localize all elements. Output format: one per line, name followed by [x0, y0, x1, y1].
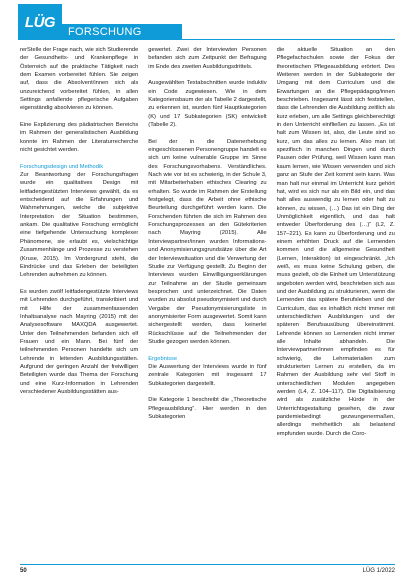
logo-text: LÜG	[24, 13, 56, 31]
paragraph: Die Kategorie 1 beschreibt die „Theoretische Pflegeausbildung“. Hier werden in den Subkategorien	[148, 397, 267, 420]
paragraph: Es wurden zwölf leitfadengestützte Interviews mit Lehrenden durchgeführt, transkribiert und mit Hilfe der zusammenfassenden Inhaltsanalyse nach Mayring (2015) mit der Analysesoftware MAXQDA ausgewertet. Unter den Teilnehmenden befanden sich elf Frauen und ein Mann. Bei fünf der teilnehmenden Personen handelte sich um Lehrende in leitenden Ausbildungsstätten. Aufgrund der geringen Anzahl der freiwilligen Beteiligten wurde das Thema der Forschung und eine Kurz-Information in Lehrenden verschiedener Ausbildungsstätten aus-	[20, 288, 139, 395]
text-column-1	[20, 46, 138, 564]
paragraph: Zur Beantwortung der Forschungsfragen wurde ein qualitatives Design mit leitfadengestützten Interviews gewählt, da es entscheidend auf die Erfahrungen und Wahrnehmungen, welche die subjektive Interpretation der Situation bestimmen, ankam. Die qualitative Forschung ermöglicht eine tiefgehende Untersuchung komplexer Phänomene, sie erlaubt es, vielschichtige Zusammenhänge und Prozesse zu verstehen (Kruse, 2015). Im Vordergrund steht, die Eindrücke und das Erleben der beteiligten Lehrenden aufnehmen zu können.	[20, 172, 139, 279]
section-heading: Ergebnisse	[148, 355, 178, 362]
text-column-2	[148, 46, 266, 564]
page-header	[0, 0, 413, 44]
paragraph: Die Auswertung der Interviews wurde in fünf zentrale Kategorien mit insgesamt 17 Subkategorien dargestellt.	[148, 363, 267, 387]
paragraph: Ausgewählten Textabschnitten wurde induktiv ein Code zugewiesen. Wie in dem Kategoriensbaum der als Tabelle 2 dargestellt, zu erkennen ist, wurden fünf Hauptkategorien (K) und 17 Subkategorien (SK) entwickelt (Tabelle 2).	[148, 80, 267, 129]
journal-logo	[18, 4, 62, 40]
text-column-3	[277, 46, 395, 564]
paragraph: Eine Explizierung des pädiatrischen Bereichs im Rahmen der generalistischen Ausbildung konnte im Rahmen der Literaturrecherche nicht gesichtet werden.	[20, 122, 139, 154]
journal-issue: LÜG 1/2022	[362, 568, 395, 574]
paragraph: rerStelle der Frage nach, wie sich Studierende der Gesundheits- und Krankenpflege in Österreich auf die praktische Tätigkeit nach dem Examen vorbereitet fühlen. Sie zeigen auf, dass die Absolvent/innen sich als unzureichend vorbereitet fühlen, in allen Settings anfallende pflegerische Aufgaben eigenständig absolvieren zu können.	[20, 47, 139, 112]
page-number: 50	[20, 568, 27, 574]
article-body	[20, 46, 395, 564]
paragraph: Bei der in die Datenerhebung eingeschlossenen Personengruppe handelt es sich um keine vulnerable Gruppe im Sinne des Forschungsvorhabens. Verständliches. Nach wie vor ist es schwierig, in der Schule 3, mit Mitarbeiterhaben ethisches Clearing zu erhalten. So wurde im Rahmen der Erstellung festgelegt, dass die Arbeit ohne ethische Beurteilung durchgeführt werden kann. Die Forschenden führten die sich im Rahmen des Forschungsprozesses an den Gütekriterien nach Mayring (2015). Alle Interviewpartner/innen wurden Informations- und Anonymisierungsgrundsätze über die Art der Interviewsituation und die Verwertung der Studie zur Verfügung gestellt. Zu Beginn der Interviews wurden Einwilligungserklärungen zur Teilnahme an der Studie gemeinsam besprochen und unterzeichnet. Die Daten wurden zu absolut pseudonymisiert und durch Vergabe der Pseudonymisierungsliste in anonymisierter Form ausgewertet. Somit kann sichergestellt werden, dass keinerlei Rückschlüsse auf die Teilnehmenden der Studie gezogen werden können.	[148, 138, 267, 345]
section-heading: Forschungsdesign und Methodik	[20, 163, 104, 170]
section-rubric: FORSCHUNG	[62, 24, 182, 40]
footer-rule	[20, 564, 395, 565]
paragraph: gewertet. Zwei der Interviewten Personen befanden sich zum Zeitpunkt der Befragung im Ende des zweiten Ausbildungsdrittels.	[148, 47, 267, 70]
header-rule	[182, 39, 395, 40]
paragraph: die aktuelle Situation an den Pflegefachschulen sowie der Fokus der theoretischen Pflegeausbildung erörtert. Des Weiteren werden in der Subkategorie der Umgang mit dem Curriculum und die Erwartungen an die Pflegepädagog/innen beschrieben. Insgesamt lässt sich feststellen, dass die Lehrenden die Ausbildung zeitlich als kurz erleben, um alle Settings gleichberechtigt in den Unterricht einfließen zu lassen. „Es ist halt zum Wissen ist, also, die Leute sind so kurz, um das alles zu lernen. Also man ist spezifisch in manchen Dingen und durch Pausen oder Prüfung, weil Wissen kann man kaum lernen, wie Wissen verwenden und sich ganz an Stufe der Zeit kommt sein kann. Was man halt nur einmal im Unterricht kurz gehört hat, wird es sich nur als ein Bild ein, und das halt alles auswendig zu lernen oder halt zu können, zu wissen, (…) Das ist ein Ding der Unmöglichkeit eigentlich, und das halt entweder Überforderung des (…)“ (L2, Z. 157–221). Es kann zu Überforderung und zu einem erhöhten Druck auf die Lernenden kommen und die allgemeine Gesundheit (Lernen, Interaktion) ist eingeschränkt. „Ich weiß, es muss keine Schulung geben, die muss gezielt, ob die Einheit um Unterstützung angeboten werden wird, beschrieben sich aus und der Ausbildung zu strukturieren, wenn die Lernenden das spätere Berufsleben und der Curriculum, das es inhaltlich nicht immer mit unterschiedlichen Ausbildungen und der späteren Berufsausübung übereinstimmt. Lehrende können so Lernenden nicht immer alle Inhalte abhandeln. Die Interviewpartner/innen empfinden es für schwierig, die Lehrmaterialien zum strukturierten Lernen zu erstellen, da im Rahmen der Ausbildung sehr viel Stoff in unterschiedlichen Modulen angegeben werden (L4, Z. 104–117). Die Digitalisierung wird als zusätzliche Hürde in der Unterrichtsgestaltung gesehen, die zwar pandemiebedingt gezwungenermaßen, allerdings mehrheitlich als belastend empfunden wurde. Durch die Coro-	[276, 47, 395, 437]
